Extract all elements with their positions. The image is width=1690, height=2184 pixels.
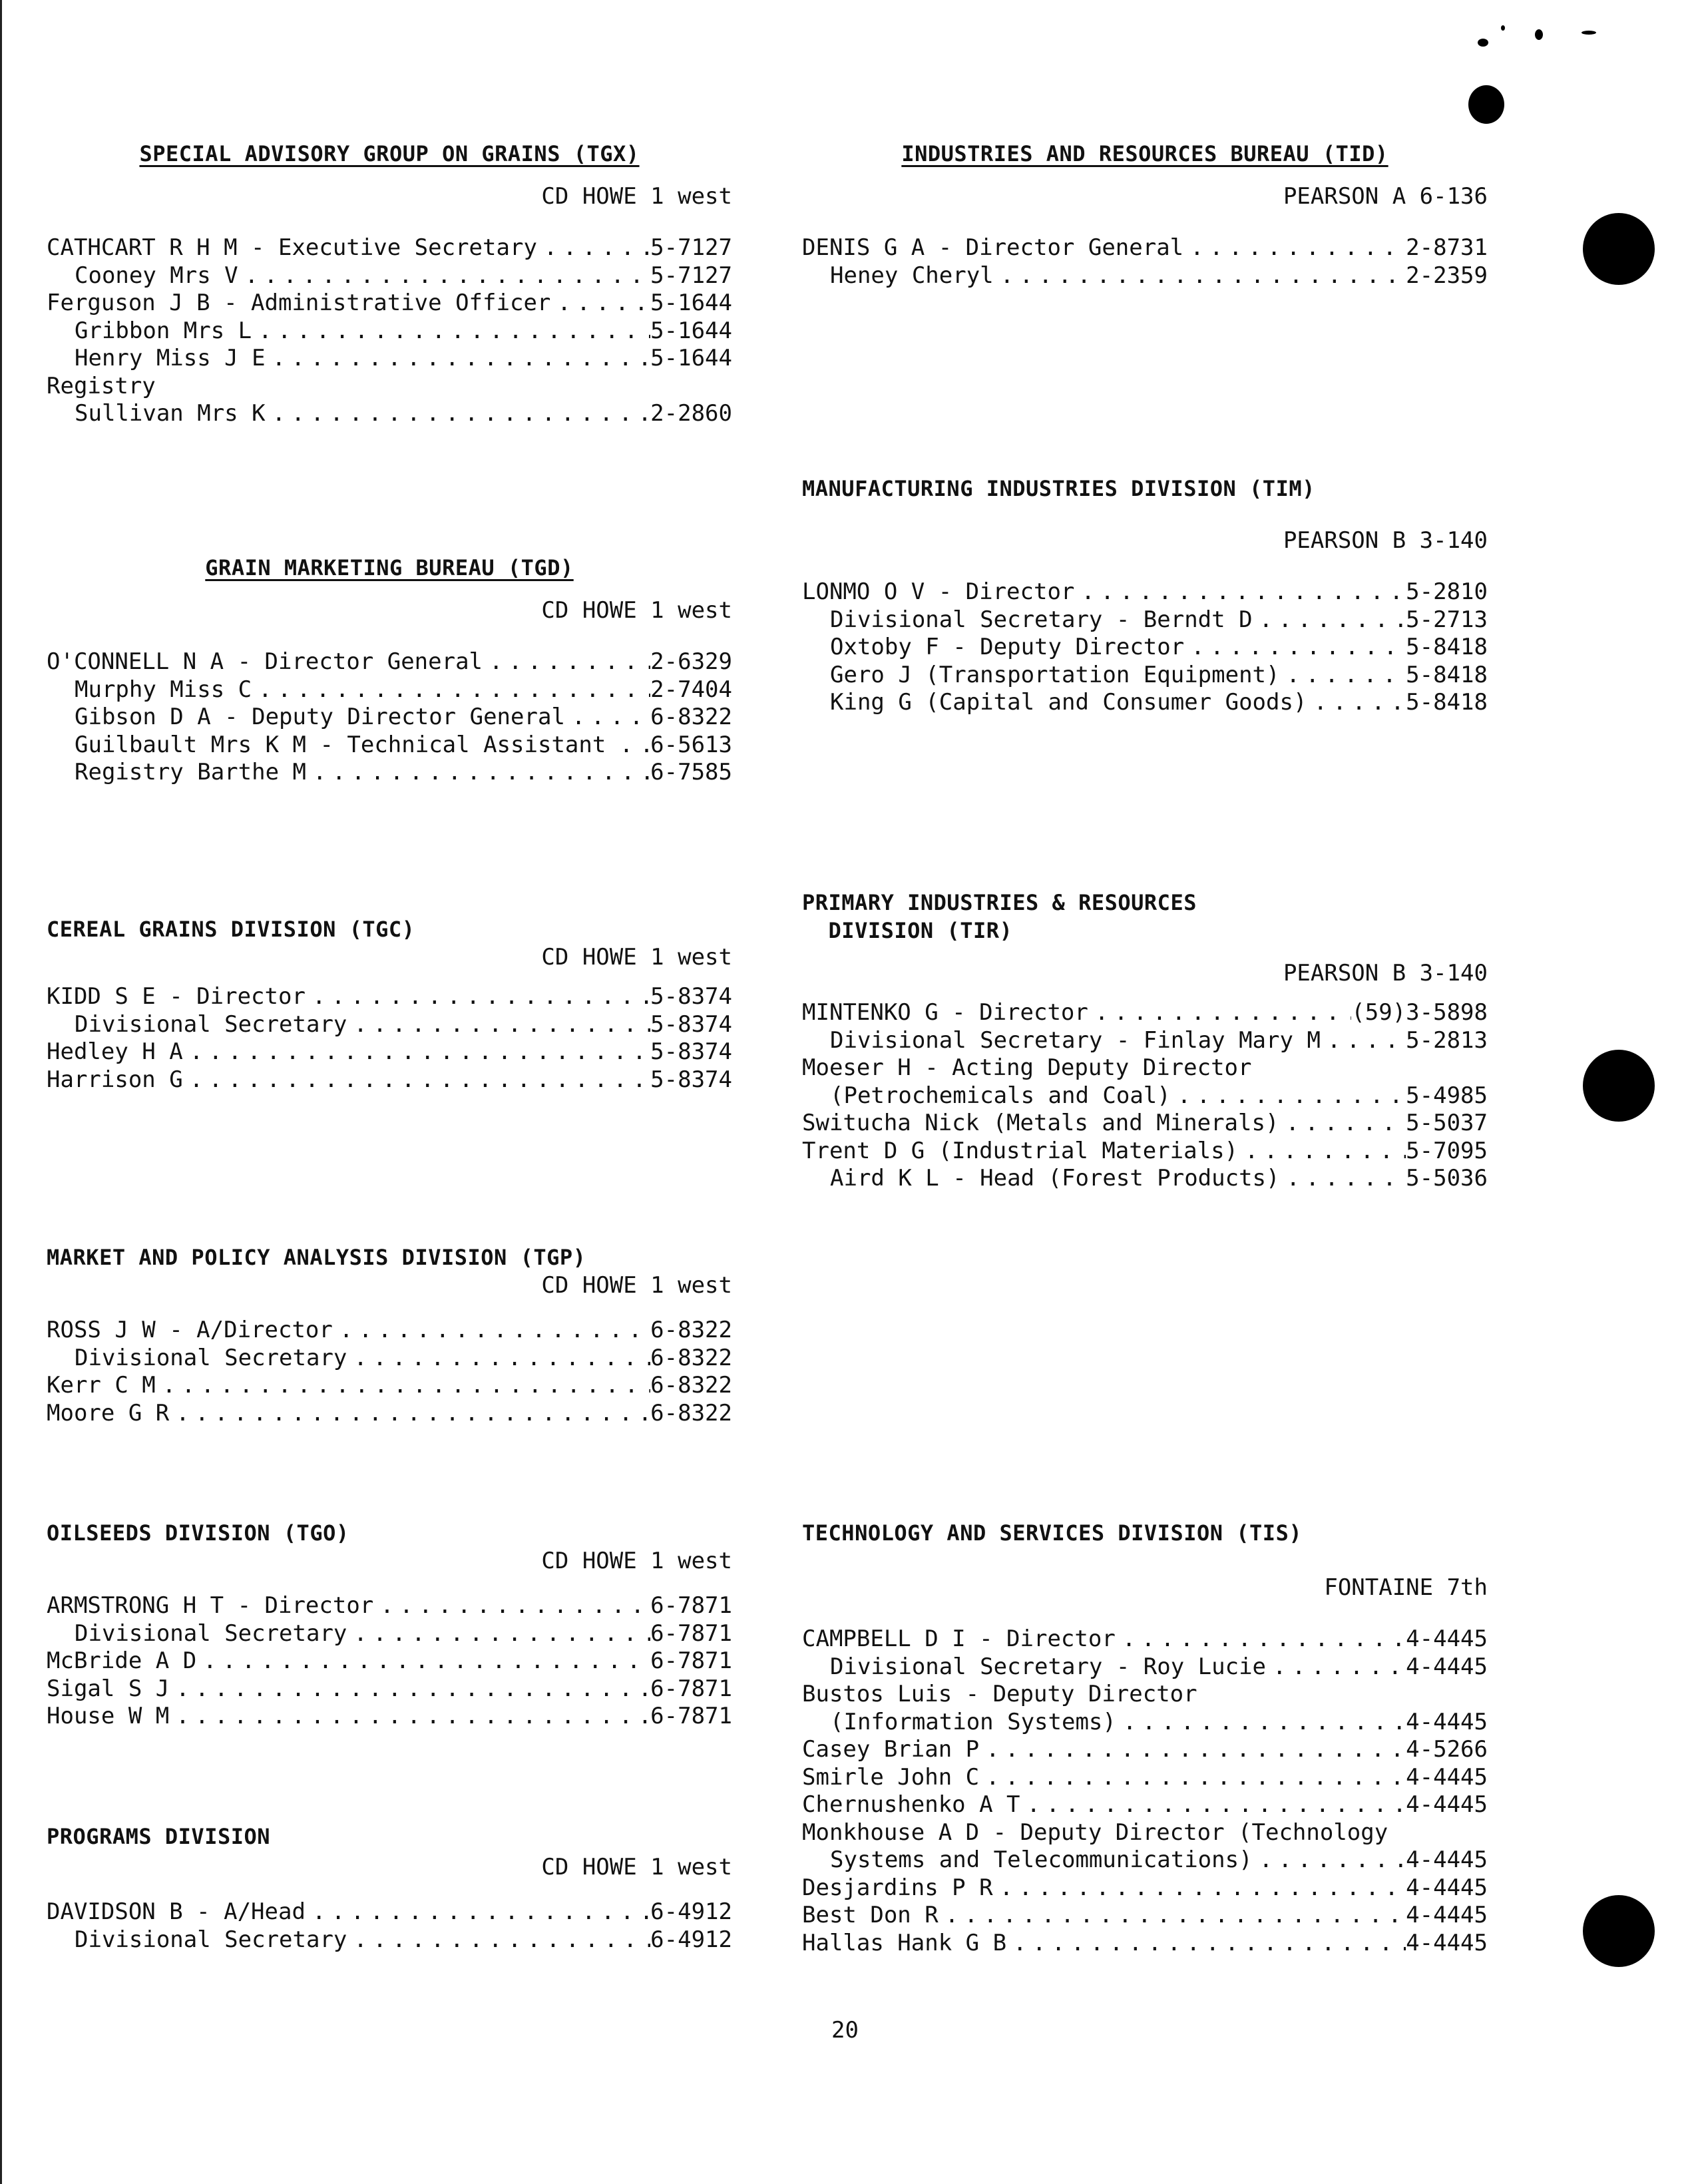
directory-entry <box>802 1626 1488 1653</box>
entry-extension: 6-8322 <box>650 1399 732 1426</box>
directory-entry <box>802 1847 1488 1874</box>
entry-extension: 4-4445 <box>1406 1708 1488 1735</box>
entry-name: Divisional Secretary <box>75 1926 347 1953</box>
entry-list <box>47 648 732 787</box>
entry-extension: 5-7127 <box>650 234 732 261</box>
dot-leader <box>156 1372 650 1400</box>
directory-entry <box>47 1592 732 1620</box>
entry-extension: 4-4445 <box>1406 1791 1488 1818</box>
entry-name: Monkhouse A D - Deputy Director (Technology <box>802 1819 1388 1846</box>
directory-entry <box>47 1898 732 1926</box>
entry-name: DENIS G A - Director General <box>802 234 1184 261</box>
entry-name: Trent D G (Industrial Materials) <box>802 1137 1239 1164</box>
entry-extension: 5-1644 <box>650 317 732 344</box>
entry-list <box>47 1898 732 1954</box>
entry-name: Hedley H A <box>47 1038 183 1065</box>
section-heading: SPECIAL ADVISORY GROUP ON GRAINS (TGX) <box>139 141 640 166</box>
entry-name: Ferguson J B - Administrative Officer <box>47 290 551 316</box>
entry-extension: 2-2860 <box>650 400 732 427</box>
entry-name: Henry Miss J E <box>75 345 266 371</box>
entry-extension: 6-7871 <box>650 1647 732 1674</box>
directory-entry <box>47 676 732 704</box>
entry-name: Moeser H - Acting Deputy Director <box>802 1054 1252 1081</box>
entry-list <box>47 1592 732 1731</box>
entry-name: DAVIDSON B - A/Head <box>47 1898 306 1925</box>
entry-list <box>802 1626 1488 1957</box>
directory-entry <box>802 1110 1488 1138</box>
dot-leader <box>169 1703 650 1731</box>
directory-entry <box>802 578 1488 606</box>
entry-name: Hallas Hank G B <box>802 1929 1007 1956</box>
entry-name: Sigal S J <box>47 1675 170 1702</box>
section-location: CD HOWE 1 west <box>541 597 732 624</box>
section-tid <box>802 140 1488 290</box>
dot-leader <box>537 234 650 262</box>
dot-leader <box>183 1038 650 1066</box>
entry-extension: 4-4445 <box>1406 1929 1488 1956</box>
dot-leader <box>1183 234 1406 262</box>
dot-leader <box>1006 1930 1406 1958</box>
directory-entry <box>802 1736 1488 1764</box>
dot-leader <box>1280 662 1406 690</box>
entry-name: Registry <box>47 372 156 399</box>
dot-leader <box>252 318 650 345</box>
entry-extension: 5-1644 <box>650 290 732 316</box>
entry-extension: 2-7404 <box>650 676 732 703</box>
entry-extension: 5-7095 <box>1406 1137 1488 1164</box>
directory-entry <box>47 1703 732 1731</box>
scan-speck <box>1468 85 1504 124</box>
dot-leader <box>1252 1054 1488 1082</box>
section-location: CD HOWE 1 west <box>541 1854 732 1880</box>
entry-name: Divisional Secretary - Roy Lucie <box>830 1653 1267 1680</box>
directory-entry <box>802 1138 1488 1166</box>
section-location: PEARSON B 3-140 <box>1283 960 1488 986</box>
directory-entry <box>802 1653 1488 1681</box>
dot-leader <box>306 983 650 1011</box>
section-heading: PROGRAMS DIVISION <box>47 1824 271 1849</box>
dot-leader <box>633 732 650 760</box>
entry-extension: 5-8374 <box>650 1010 732 1038</box>
entry-name: Oxtoby F - Deputy Director <box>830 634 1185 660</box>
section-location: PEARSON B 3-140 <box>1283 527 1488 554</box>
dot-leader <box>306 759 650 787</box>
entry-name: ARMSTRONG H T - Director <box>47 1592 374 1619</box>
directory-entry <box>47 262 732 290</box>
section-heading: CEREAL GRAINS DIVISION (TGC) <box>47 917 415 942</box>
directory-entry <box>47 1345 732 1373</box>
dot-leader <box>1307 689 1406 717</box>
punch-hole <box>1583 1050 1655 1122</box>
entry-extension: 6-7871 <box>650 1620 732 1647</box>
entry-name: Systems and Telecommunications) <box>830 1847 1253 1873</box>
directory-entry <box>47 983 732 1011</box>
entry-extension: 5-4985 <box>1406 1082 1488 1109</box>
entry-extension: 4-4445 <box>1406 1874 1488 1901</box>
directory-entry <box>802 234 1488 262</box>
entry-extension: 6-8322 <box>650 1344 732 1371</box>
section-location: CD HOWE 1 west <box>541 1272 732 1299</box>
directory-entry <box>802 1764 1488 1792</box>
entry-name: King G (Capital and Consumer Goods) <box>830 689 1307 716</box>
dot-leader <box>347 1011 650 1039</box>
entry-name: Divisional Secretary - Finlay Mary M <box>830 1026 1321 1054</box>
entry-name: Divisional Secretary <box>75 1620 347 1647</box>
section-heading: INDUSTRIES AND RESOURCES BUREAU (TID) <box>901 141 1388 166</box>
directory-entry <box>802 1874 1488 1902</box>
directory-entry <box>47 1317 732 1345</box>
entry-name: O'CONNELL N A - Director General <box>47 648 483 675</box>
entry-extension: 6-7871 <box>650 1592 732 1619</box>
entry-list <box>47 983 732 1094</box>
entry-extension: 5-8418 <box>1406 661 1488 688</box>
dot-leader <box>169 1400 650 1428</box>
entry-extension: 2-6329 <box>650 648 732 675</box>
entry-list <box>47 1317 732 1427</box>
entry-name: Divisional Secretary - Berndt D <box>830 606 1253 633</box>
directory-entry <box>802 634 1488 662</box>
entry-extension: 5-2810 <box>1406 578 1488 605</box>
entry-extension: 6-4912 <box>650 1898 732 1925</box>
dot-leader <box>1116 1626 1406 1653</box>
entry-extension: 5-8374 <box>650 983 732 1010</box>
dot-leader <box>1020 1791 1406 1819</box>
entry-extension: 5-8418 <box>1406 689 1488 716</box>
section-tgd <box>47 554 732 787</box>
entry-name: Aird K L - Head (Forest Products) <box>830 1165 1280 1192</box>
entry-name: (Petrochemicals and Coal) <box>830 1082 1171 1109</box>
entry-name: Switucha Nick (Metals and Minerals) <box>802 1110 1279 1136</box>
entry-list <box>47 234 732 428</box>
entry-name: CATHCART R H M - Executive Secretary <box>47 234 537 261</box>
section-heading: GRAIN MARKETING BUREAU (TGD) <box>205 555 574 580</box>
dot-leader <box>1253 606 1406 634</box>
dot-leader <box>1184 634 1406 662</box>
entry-extension: (59)3-5898 <box>1351 999 1488 1026</box>
directory-entry <box>47 234 732 262</box>
dot-leader <box>1074 578 1406 606</box>
entry-extension: 4-4445 <box>1406 1847 1488 1873</box>
dot-leader <box>306 1898 650 1926</box>
entry-name: Cooney Mrs V <box>75 262 238 289</box>
directory-entry <box>47 1400 732 1428</box>
entry-extension: 2-2359 <box>1406 262 1488 289</box>
entry-name: Murphy Miss C <box>75 676 252 703</box>
entry-extension: 6-7871 <box>650 1675 732 1702</box>
entry-name: ROSS J W - A/Director <box>47 1317 333 1343</box>
directory-entry <box>47 1620 732 1648</box>
entry-extension: 4-4445 <box>1406 1653 1488 1680</box>
section-heading: MANUFACTURING INDUSTRIES DIVISION (TIM) <box>802 476 1315 501</box>
directory-entry <box>802 1819 1488 1847</box>
entry-extension: 2-8731 <box>1406 234 1488 261</box>
section-heading: OILSEEDS DIVISION (TGO) <box>47 1520 349 1546</box>
entry-extension: 6-8322 <box>650 1317 732 1343</box>
section-location: CD HOWE 1 west <box>541 183 732 210</box>
entry-name: Registry Barthe M <box>75 759 306 785</box>
entry-extension: 5-5036 <box>1406 1165 1488 1192</box>
directory-entry <box>47 1038 732 1066</box>
entry-extension: 4-4445 <box>1406 1902 1488 1928</box>
entry-extension: 6-4912 <box>650 1926 732 1953</box>
dot-leader <box>979 1736 1406 1764</box>
entry-name: Moore G R <box>47 1399 170 1426</box>
section-location: FONTAINE 7th <box>1324 1574 1488 1601</box>
entry-name: House W M <box>47 1703 170 1729</box>
section-location: CD HOWE 1 west <box>541 944 732 971</box>
dot-leader <box>1388 1819 1488 1847</box>
dot-leader <box>550 290 650 318</box>
directory-entry <box>47 704 732 732</box>
entry-extension: 6-7871 <box>650 1703 732 1729</box>
directory-entry <box>802 689 1488 717</box>
entry-name: Harrison G <box>47 1066 183 1093</box>
dot-leader <box>993 1874 1406 1902</box>
dot-leader <box>979 1764 1406 1792</box>
entry-extension: 4-5266 <box>1406 1736 1488 1763</box>
dot-leader <box>333 1317 650 1345</box>
directory-entry <box>802 1165 1488 1193</box>
entry-extension: 4-4445 <box>1406 1626 1488 1652</box>
section-tgp <box>47 1243 732 1427</box>
entry-name: Casey Brian P <box>802 1736 980 1763</box>
entry-name: Gero J (Transportation Equipment) <box>830 661 1280 688</box>
dot-leader <box>1266 1653 1406 1681</box>
directory-entry <box>47 1926 732 1954</box>
section-location: PEARSON A 6-136 <box>1283 183 1488 210</box>
dot-leader <box>939 1902 1406 1930</box>
entry-list <box>802 234 1488 290</box>
entry-extension: 4-4445 <box>1406 1763 1488 1791</box>
dot-leader <box>1253 1847 1406 1874</box>
directory-entry <box>802 1709 1488 1737</box>
directory-entry <box>802 262 1488 290</box>
directory-entry <box>47 318 732 345</box>
entry-extension: 5-2813 <box>1406 1026 1488 1054</box>
dot-leader <box>266 400 651 428</box>
entry-name: Smirle John C <box>802 1763 980 1791</box>
dot-leader <box>1088 999 1351 1027</box>
scan-edge <box>0 0 2 2184</box>
dot-leader <box>252 676 650 704</box>
directory-entry <box>802 1902 1488 1930</box>
entry-list <box>802 578 1488 717</box>
dot-leader <box>483 648 650 676</box>
directory-entry <box>802 606 1488 634</box>
entry-name: Gibson D A - Deputy Director General <box>75 704 565 730</box>
entry-extension: 5-1644 <box>650 345 732 371</box>
scan-speck <box>1535 29 1543 40</box>
dot-leader <box>347 1926 650 1954</box>
dot-leader <box>1238 1138 1406 1166</box>
directory-entry <box>802 1027 1488 1055</box>
section-tgo <box>47 1519 732 1731</box>
dot-leader <box>169 1675 650 1703</box>
entry-extension: 5-5037 <box>1406 1110 1488 1136</box>
entry-extension: 6-7585 <box>650 759 732 785</box>
entry-name: Desjardins P R <box>802 1874 993 1901</box>
section-tgc <box>47 915 732 1094</box>
scan-speck <box>1582 31 1596 35</box>
dot-leader <box>565 704 650 732</box>
directory-entry <box>47 373 732 401</box>
section-programs <box>47 1823 732 1954</box>
entry-name: (Information Systems) <box>830 1708 1116 1735</box>
directory-entry <box>802 1791 1488 1819</box>
directory-entry <box>47 345 732 373</box>
entry-name: Gribbon Mrs L <box>75 317 252 344</box>
directory-entry <box>802 662 1488 690</box>
entry-name: Heney Cheryl <box>830 262 994 289</box>
directory-entry <box>47 290 732 318</box>
entry-name: Best Don R <box>802 1902 939 1928</box>
dot-leader <box>994 262 1406 290</box>
entry-extension: 5-8418 <box>1406 634 1488 660</box>
entry-name: McBride A D <box>47 1647 197 1674</box>
directory-entry <box>47 1675 732 1703</box>
dot-leader <box>266 345 651 373</box>
entry-name: CAMPBELL D I - Director <box>802 1626 1116 1652</box>
entry-name: KIDD S E - Director <box>47 983 306 1010</box>
entry-name: Guilbault Mrs K M - Technical Assistant . <box>75 731 634 758</box>
dot-leader <box>1280 1165 1406 1193</box>
entry-name: Sullivan Mrs K <box>75 400 266 427</box>
entry-name: Divisional Secretary <box>75 1344 347 1371</box>
entry-extension: 5-8374 <box>650 1066 732 1093</box>
section-heading: MARKET AND POLICY ANALYSIS DIVISION (TGP) <box>47 1245 586 1270</box>
entry-name: Kerr C M <box>47 1372 156 1399</box>
directory-entry <box>802 1082 1488 1110</box>
section-heading: TECHNOLOGY AND SERVICES DIVISION (TIS) <box>802 1520 1303 1546</box>
dot-leader <box>1279 1110 1406 1138</box>
dot-leader <box>196 1647 650 1675</box>
dot-leader <box>347 1345 650 1373</box>
entry-extension: 6-8322 <box>650 1372 732 1399</box>
directory-entry <box>47 1372 732 1400</box>
directory-entry <box>802 1054 1488 1082</box>
entry-name: MINTENKO G - Director <box>802 999 1088 1026</box>
dot-leader <box>1171 1082 1406 1110</box>
directory-entry <box>47 759 732 787</box>
page-number: 20 <box>831 2017 859 2044</box>
scan-speck <box>1501 25 1505 31</box>
section-tim <box>802 475 1488 717</box>
dot-leader <box>1116 1709 1406 1737</box>
directory-entry <box>47 400 732 428</box>
directory-entry <box>47 1011 732 1039</box>
entry-name: LONMO O V - Director <box>802 578 1075 605</box>
directory-entry <box>802 1681 1488 1709</box>
punch-hole <box>1583 213 1655 285</box>
entry-extension: 5-7127 <box>650 262 732 289</box>
directory-entry <box>47 1647 732 1675</box>
section-heading: PRIMARY INDUSTRIES & RESOURCES DIVISION (TIR) <box>802 890 1197 943</box>
punch-hole <box>1583 1895 1655 1967</box>
entry-extension: 6-8322 <box>650 704 732 730</box>
entry-extension: 5-8374 <box>650 1038 732 1065</box>
section-location: CD HOWE 1 west <box>541 1548 732 1574</box>
entry-name: Chernushenko A T <box>802 1791 1020 1818</box>
scan-speck <box>1478 39 1488 47</box>
section-tir <box>802 889 1488 1193</box>
dot-leader <box>156 373 732 401</box>
section-tis <box>802 1519 1488 1957</box>
entry-list <box>802 999 1488 1193</box>
dot-leader <box>373 1592 650 1620</box>
entry-extension: 5-2713 <box>1406 606 1488 633</box>
directory-entry <box>802 999 1488 1027</box>
entry-name: Divisional Secretary <box>75 1010 347 1038</box>
directory-entry <box>802 1930 1488 1958</box>
dot-leader <box>347 1620 650 1648</box>
dot-leader <box>1197 1681 1488 1709</box>
dot-leader <box>1321 1027 1406 1055</box>
directory-entry <box>47 1066 732 1094</box>
directory-entry <box>47 732 732 760</box>
entry-name: Bustos Luis - Deputy Director <box>802 1681 1197 1707</box>
directory-entry <box>47 648 732 676</box>
dot-leader <box>183 1066 650 1094</box>
entry-extension: 6-5613 <box>650 731 732 758</box>
dot-leader <box>238 262 651 290</box>
section-tgx <box>47 140 732 428</box>
